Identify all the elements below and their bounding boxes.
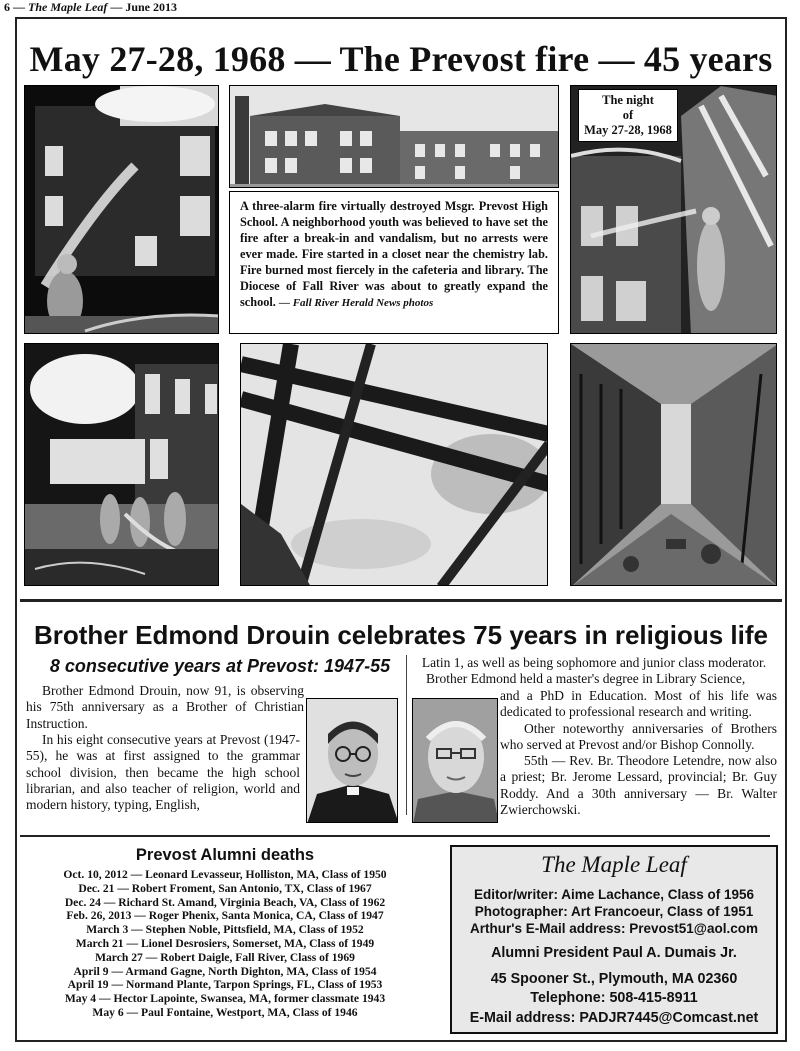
list-item: Dec. 21 — Robert Froment, San Antonio, TX, Class of 1967 [78, 881, 372, 895]
fire-photo-burned-beams [240, 343, 548, 586]
photo-credit: — Fall River Herald News photos [278, 297, 434, 309]
masthead-phone: Telephone: 508-415-8911 [530, 990, 698, 1006]
list-item: Dec. 24 — Richard St. Amand, Virginia Beach, VA, Class of 1962 [64, 895, 386, 909]
fire-caption-text: A three-alarm fire virtually destroyed Msgr. Prevost High School. A neighborhood youth was believed to have set the fire after a break-in and vandalism, but no arrests were ever made. Fire started in a closet near the chemistry lab. Fire burned most fiercely in the cafeteria and library. The Diocese of Fall River was about to greatly expand the school. [240, 199, 548, 309]
portrait-older-drouin [412, 698, 498, 823]
drouin-column-left-continued [26, 732, 300, 813]
list-item: May 6 — Paul Fontaine, Westport, MA, Class of 1946 [92, 1005, 358, 1019]
section-divider [20, 599, 782, 602]
list-item: May 4 — Hector Lapointe, Swansea, MA, former classmate 1943 [64, 992, 386, 1006]
drouin-paragraph: Brother Edmond Drouin, now 91, is observing his 75th anniversary as a Brother of Christian Instruction. [26, 683, 304, 731]
masthead-title: The Maple Leaf [541, 852, 687, 877]
running-head [4, 0, 177, 15]
page-number: 6 — [4, 0, 25, 14]
school-building-photo [229, 85, 559, 188]
drouin-paragraph: Other noteworthy anniversaries of Brothers who served at Prevost and/or Bishop Connolly. [500, 720, 777, 752]
list-item: April 19 — Normand Plante, Tarpon Springs, FL, Class of 1953 [67, 978, 383, 992]
column-divider [406, 655, 407, 815]
fire-photo-corridor [570, 343, 777, 586]
night-label-line: May 27-28, 1968 [584, 123, 672, 137]
portrait-young-drouin [306, 698, 398, 823]
night-label-line: of [622, 108, 634, 122]
drouin-headline: Brother Edmond Drouin celebrates 75 years in religious life [34, 620, 768, 650]
list-item: Oct. 10, 2012 — Leonard Levasseur, Holliston, MA, Class of 1950 [63, 868, 387, 881]
drouin-subhead: 8 consecutive years at Prevost: 1947-55 [49, 656, 391, 676]
fire-headline: May 27-28, 1968 — The Prevost fire — 45 years [29, 39, 773, 79]
list-item: March 27 — Robert Daigle, Fall River, Class of 1969 [95, 950, 355, 964]
fire-caption [229, 191, 559, 334]
night-label [578, 89, 678, 142]
list-item: April 9 — Armand Gagne, North Dighton, MA, Class of 1954 [73, 964, 377, 978]
section-divider [20, 835, 770, 837]
list-item: March 21 — Lionel Desrosiers, Somerset, MA, Class of 1949 [75, 936, 375, 950]
masthead-email-arthur: Arthur's E-Mail address: Prevost51@aol.com [470, 921, 758, 936]
masthead-editor: Editor/writer: Aime Lachance, Class of 1956 [473, 887, 755, 902]
masthead-president: Alumni President Paul A. Dumais Jr. [491, 945, 737, 961]
publication-name: The Maple Leaf [28, 0, 108, 14]
list-item: Feb. 26, 2013 — Roger Phenix, Santa Monica, CA, Class of 1947 [66, 909, 384, 923]
alumni-deaths-list [20, 868, 430, 1020]
issue-date: — June 2013 [110, 0, 177, 14]
drouin-column-right [500, 688, 777, 818]
drouin-paragraph: Brother Edmond held a master's degree in Library Science, [426, 671, 746, 687]
drouin-paragraph: Latin 1, as well as being sophomore and junior class moderator. [421, 655, 767, 670]
list-item: March 3 — Stephen Noble, Pittsfield, MA, Class of 1952 [86, 923, 364, 937]
night-label-line: The night [602, 93, 654, 107]
drouin-paragraph: 55th — Rev. Br. Theodore Letendre, now also a priest; Br. Jerome Lessard, provincial; Br. Guy Roddy. And a 30th anniversary — Br. Walter Zwierchowski. [500, 753, 777, 818]
fire-photo-firefighters-hose [24, 85, 219, 334]
masthead-email-president: E-Mail address: PADJR7445@Comcast.net [469, 1010, 759, 1026]
drouin-column-left [26, 683, 304, 732]
fire-photo-entrance [24, 343, 219, 586]
alumni-deaths-title: Prevost Alumni deaths [135, 846, 315, 864]
drouin-column-right-top [412, 655, 776, 688]
drouin-paragraph: In his eight consecutive years at Prevost (1947-55), he was at first assigned to the grammar school division, then became the high school librarian, and also teacher of religion, world and modern history, typing, English, [26, 732, 300, 813]
masthead-photographer: Photographer: Art Francoeur, Class of 1951 [474, 904, 754, 919]
drouin-paragraph: and a PhD in Education. Most of his life was dedicated to professional research and writing. [500, 688, 777, 720]
masthead-address: 45 Spooner St., Plymouth, MA 02360 [490, 971, 738, 987]
